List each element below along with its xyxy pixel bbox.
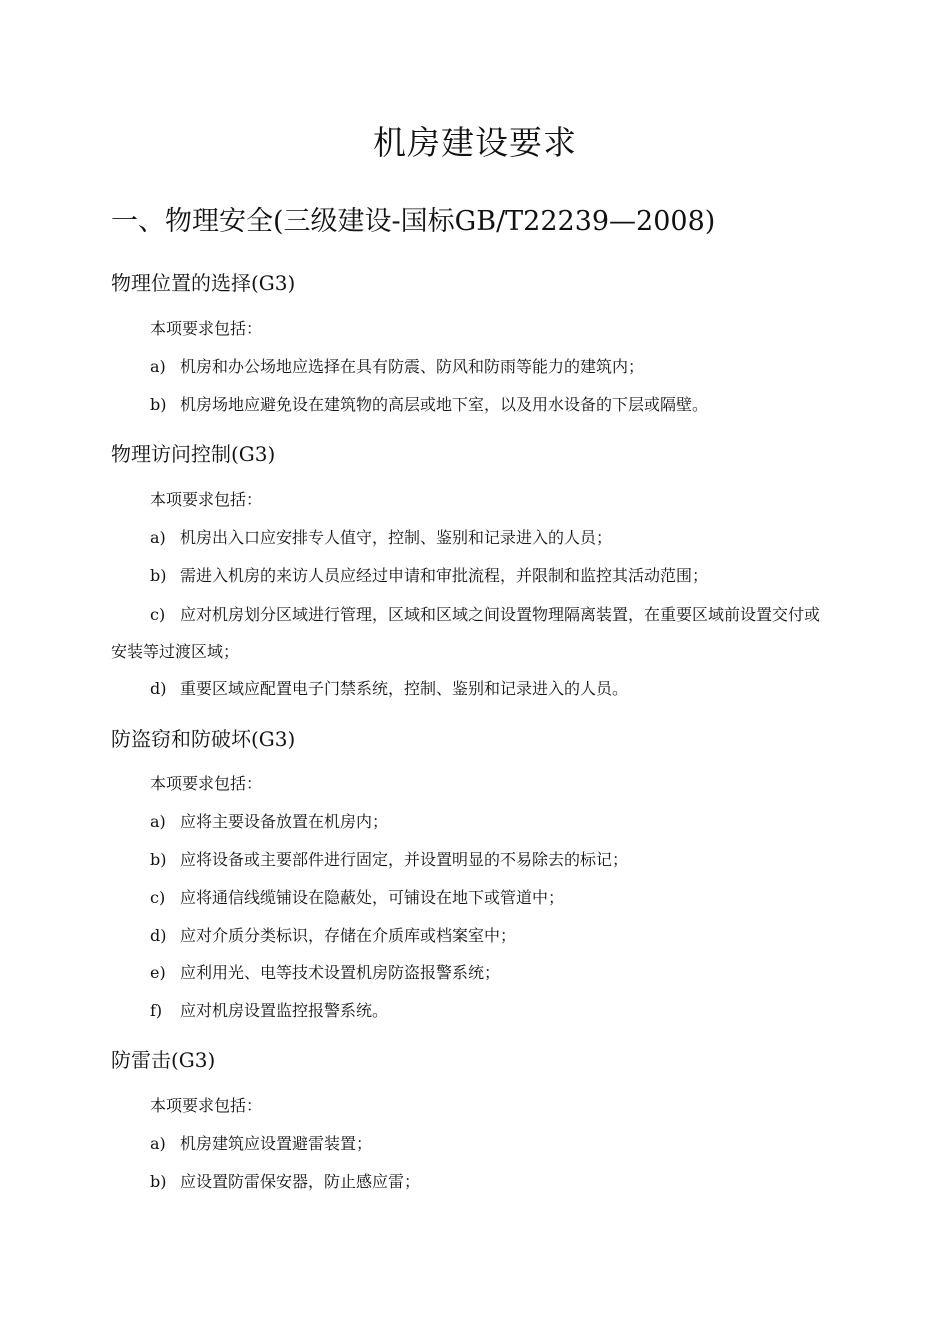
- item-text: 重要区域应配置电子门禁系统，控制、鉴别和记录进入的人员。: [180, 679, 629, 698]
- item-marker: c): [150, 605, 166, 624]
- list-item: [150, 525, 612, 551]
- document-title: 机房建设要求: [373, 123, 577, 162]
- item-marker: a): [150, 357, 166, 376]
- list-item: [150, 354, 644, 380]
- item-marker: d): [150, 926, 167, 945]
- section-heading-physical-location: 物理位置的选择(G3): [111, 271, 296, 295]
- item-text: 应对机房设置监控报警系统。: [180, 1001, 389, 1020]
- item-marker: c): [150, 888, 166, 907]
- list-item: [150, 392, 708, 418]
- item-marker: b): [150, 1172, 167, 1191]
- list-item: [150, 998, 388, 1024]
- item-text: 机房和办公场地应选择在具有防震、防风和防雨等能力的建筑内；: [180, 357, 645, 376]
- item-text: 应设置防雷保安器，防止感应雷；: [180, 1172, 421, 1191]
- item-text: 应对介质分类标识，存储在介质库或档案室中；: [180, 926, 517, 945]
- item-marker: a): [150, 1134, 166, 1153]
- list-item: [150, 923, 516, 949]
- item-text: 应将通信线缆铺设在隐蔽处，可铺设在地下或管道中；: [180, 888, 565, 907]
- list-item: [150, 1169, 420, 1195]
- item-text: 应将主要设备放置在机房内；: [180, 812, 389, 831]
- section-heading-physical-access-control: 物理访问控制(G3): [111, 442, 276, 466]
- item-text: 需进入机房的来访人员应经过申请和审批流程，并限制和监控其活动范围；: [180, 566, 709, 585]
- section-intro: 本项要求包括：: [150, 774, 263, 793]
- section-heading-anti-theft: 防盗窃和防破坏(G3): [111, 727, 296, 751]
- item-text: 应利用光、电等技术设置机房防盗报警系统；: [180, 963, 501, 982]
- item-marker: f): [150, 1001, 163, 1020]
- item-marker: a): [150, 812, 166, 831]
- item-marker: b): [150, 395, 167, 414]
- list-item: [150, 885, 564, 911]
- section-intro: 本项要求包括：: [150, 1096, 263, 1115]
- list-item: [150, 960, 500, 986]
- list-item-wrapped: [111, 596, 833, 670]
- list-item: [150, 1131, 372, 1157]
- chapter-heading: 一、物理安全(三级建设-国标GB/T22239—2008): [111, 206, 716, 237]
- list-item: [150, 809, 388, 835]
- section-intro: 本项要求包括：: [150, 319, 263, 338]
- list-item: [150, 563, 708, 589]
- section-heading-lightning-protection: 防雷击(G3): [111, 1048, 216, 1072]
- item-marker: b): [150, 566, 167, 585]
- section-intro: 本项要求包括：: [150, 490, 263, 509]
- item-marker: e): [150, 963, 166, 982]
- item-text: 应对机房划分区域进行管理，区域和区域之间设置物理隔离装置，在重要区域前设置交付或安装等过渡区域；: [111, 605, 821, 661]
- list-item: [150, 676, 628, 702]
- item-text: 机房建筑应设置避雷装置；: [180, 1134, 373, 1153]
- item-marker: a): [150, 528, 166, 547]
- list-item: [150, 847, 628, 873]
- item-marker: b): [150, 850, 167, 869]
- item-text: 机房场地应避免设在建筑物的高层或地下室，以及用水设备的下层或隔壁。: [180, 395, 709, 414]
- item-marker: d): [150, 679, 167, 698]
- item-text: 应将设备或主要部件进行固定，并设置明显的不易除去的标记；: [180, 850, 629, 869]
- item-text: 机房出入口应安排专人值守，控制、鉴别和记录进入的人员；: [180, 528, 613, 547]
